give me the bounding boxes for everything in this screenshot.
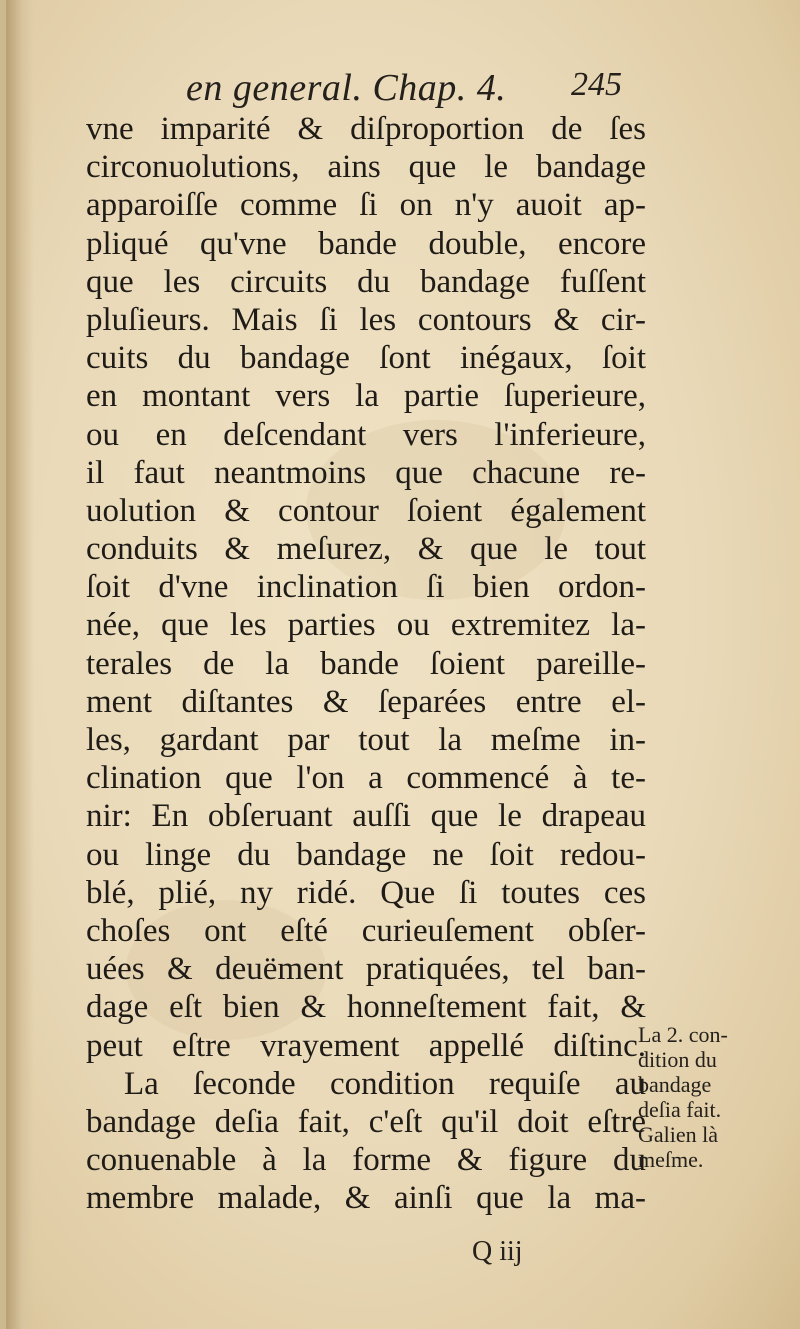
text-line: nir: En obſeruant auſſi que le drapeau bbox=[86, 798, 646, 835]
text-line: ſoit d'vne inclination ſi bien ordon- bbox=[86, 569, 646, 606]
body-text bbox=[86, 110, 646, 1217]
text-line: blé, plié, ny ridé. Que ſi toutes ces bbox=[86, 874, 646, 911]
text-line: née, que les parties ou extremitez la- bbox=[86, 607, 646, 644]
text-line: bandage deſia fait, c'eſt qu'il doit eſtre bbox=[86, 1103, 646, 1140]
running-head: en general. Chap. 4. bbox=[186, 67, 507, 109]
text-line: dage eſt bien & honneſtement fait, & bbox=[86, 989, 646, 1026]
margin-note-line: dition du bbox=[638, 1047, 717, 1072]
text-line: en montant vers la partie ſuperieure, bbox=[86, 378, 646, 415]
text-line: clination que l'on a commencé à te- bbox=[86, 760, 646, 797]
text-line: circonuolutions, ains que le bandage bbox=[86, 149, 646, 186]
text-line: membre malade, & ainſi que la ma- bbox=[86, 1180, 646, 1217]
text-line: peut eſtre vrayement appellé diſtinc. bbox=[86, 1027, 646, 1064]
text-line: il faut neantmoins que chacune re- bbox=[86, 454, 646, 491]
text-line: pluſieurs. Mais ſi les contours & cir- bbox=[86, 301, 646, 338]
text-line: que les circuits du bandage fuſſent bbox=[86, 263, 646, 300]
text-line: uées & deuëment pratiquées, tel ban- bbox=[86, 951, 646, 988]
margin-note-line: deſia fait. bbox=[638, 1097, 722, 1122]
text-line: terales de la bande ſoient pareille- bbox=[86, 645, 646, 682]
book-page bbox=[6, 0, 800, 1329]
text-line: les, gardant par tout la meſme in- bbox=[86, 722, 646, 758]
page-gutter bbox=[6, 0, 34, 1329]
margin-note-line: meſme. bbox=[638, 1147, 704, 1172]
page-header bbox=[6, 62, 800, 110]
text-line: choſes ont eſté curieuſement obſer- bbox=[86, 912, 646, 949]
text-line: conuenable à la forme & figure du bbox=[86, 1142, 646, 1179]
text-line: La ſeconde condition requiſe au bbox=[124, 1065, 646, 1102]
margin-note bbox=[638, 1022, 798, 1172]
text-line: ou linge du bandage ne ſoit redou- bbox=[86, 836, 646, 873]
signature-mark: Q iij bbox=[472, 1236, 523, 1267]
text-line: uolution & contour ſoient également bbox=[86, 492, 646, 529]
margin-note-line: Galien là bbox=[638, 1122, 719, 1147]
text-line: pliqué qu'vne bande double, encore bbox=[86, 225, 646, 262]
text-line: ou en deſcendant vers l'inferieure, bbox=[86, 416, 646, 453]
text-line: conduits & meſurez, & que le tout bbox=[86, 531, 646, 568]
margin-note-line: La 2. con- bbox=[638, 1022, 728, 1047]
text-line: apparoiſſe comme ſi on n'y auoit ap- bbox=[86, 187, 646, 224]
margin-note-line: bandage bbox=[638, 1072, 712, 1097]
page-number: 245 bbox=[571, 66, 622, 103]
text-line: cuits du bandage ſont inégaux, ſoit bbox=[86, 340, 646, 377]
text-line: vne imparité & diſproportion de ſes bbox=[86, 111, 646, 147]
text-line: ment diſtantes & ſeparées entre el- bbox=[86, 683, 646, 720]
